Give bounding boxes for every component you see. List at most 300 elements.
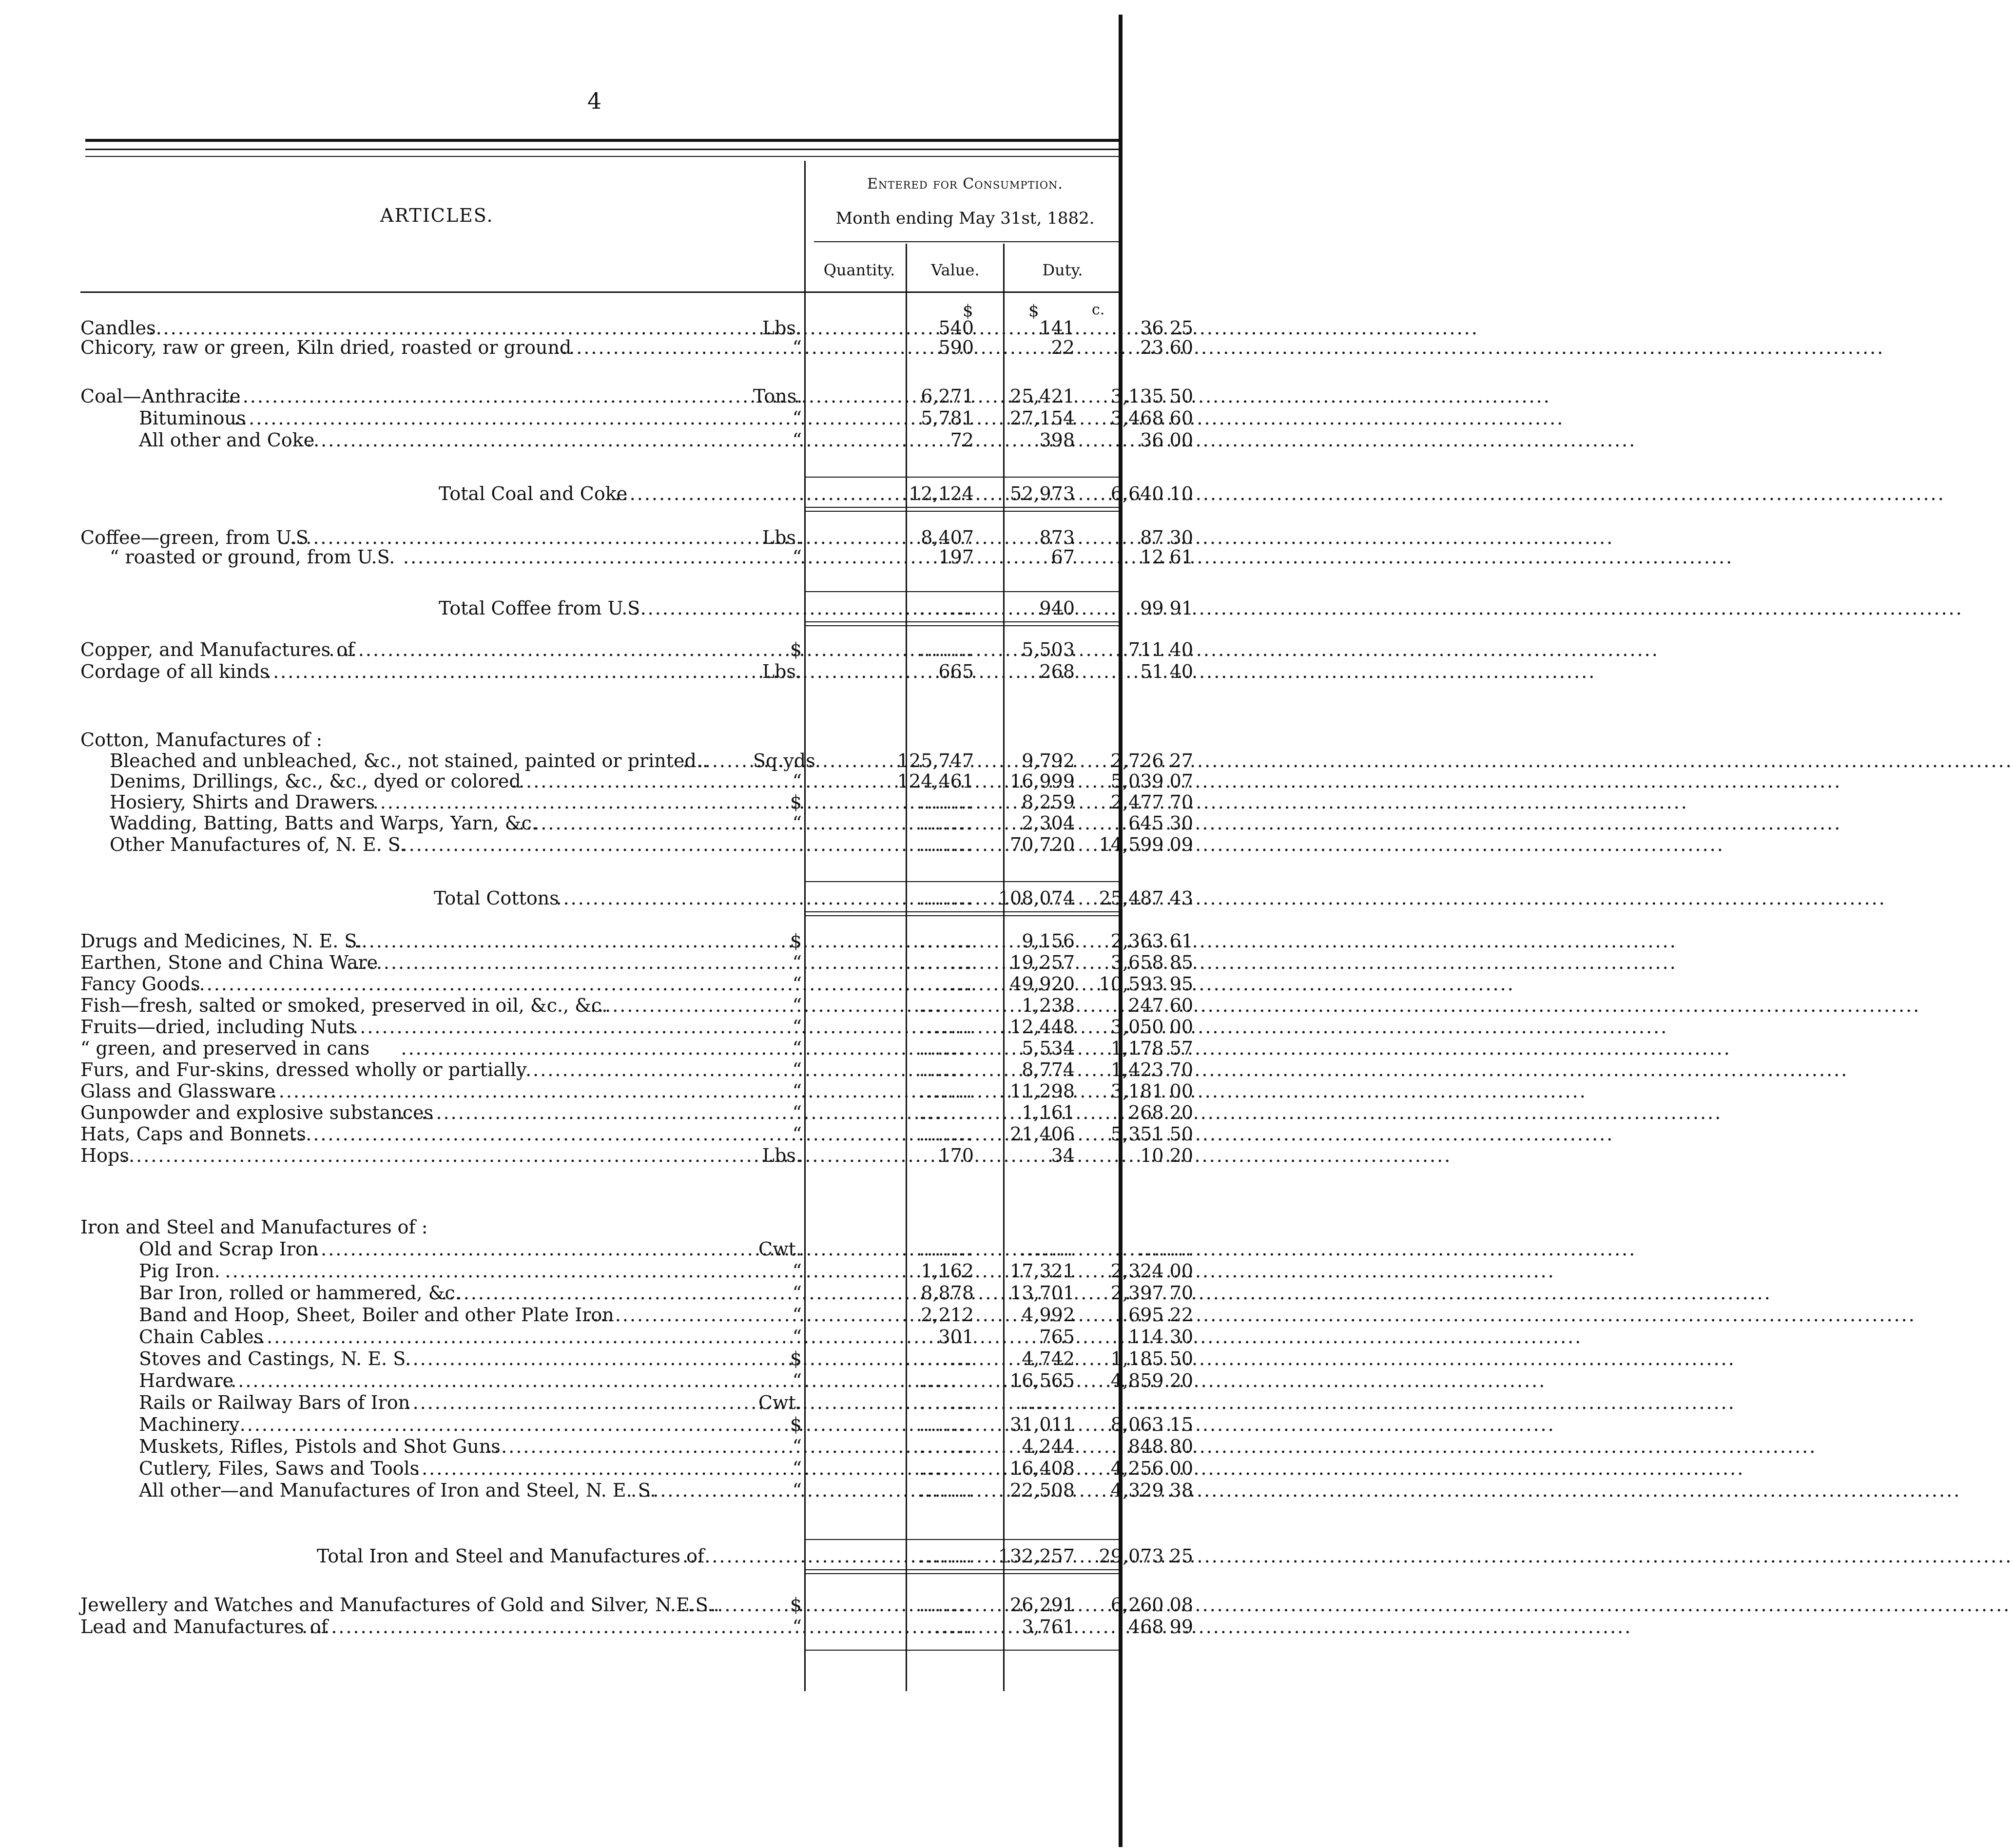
cell-value: 19,257	[1010, 952, 1075, 973]
cell-quantity: .......	[919, 1616, 974, 1637]
total-rule	[805, 507, 1120, 508]
table-row	[73, 1016, 1193, 1038]
row-label: Copper, and Manufactures of	[80, 639, 355, 660]
row-label: Fancy Goods	[80, 973, 200, 995]
row-label: Bar Iron, rolled or hammered, &c.	[139, 1282, 461, 1304]
leader-dots	[401, 1037, 803, 1059]
cell-value: 9,792	[1022, 750, 1075, 771]
row-label: Total Coffee from U.S	[439, 597, 640, 619]
cell-quantity: .......	[919, 812, 974, 834]
row-unit: $	[790, 1348, 802, 1369]
total-rule	[805, 511, 1120, 512]
cell-duty: 1,178 57	[1110, 1038, 1193, 1059]
table-row	[73, 833, 1193, 856]
table-row	[73, 791, 1193, 813]
cell-value: 940	[1039, 597, 1075, 619]
total-rule	[805, 911, 1120, 912]
row-unit: “	[792, 1102, 802, 1123]
row-label: Hardware	[139, 1370, 234, 1391]
cell-quantity: .......	[919, 1238, 974, 1260]
table-row	[73, 1238, 1193, 1260]
row-unit: “	[792, 1326, 802, 1348]
total-row	[73, 887, 1193, 909]
cell-value: 398	[1039, 429, 1075, 451]
cell-duty: 3,135 50	[1110, 385, 1193, 407]
cell-quantity: .......	[919, 1102, 974, 1123]
table-row	[73, 1304, 1193, 1326]
table-row	[73, 994, 1193, 1017]
row-label: Stoves and Castings, N. E. S.	[139, 1348, 411, 1369]
row-unit: “	[792, 770, 802, 792]
cell-duty: 25,487 43	[1099, 887, 1193, 909]
cell-quantity: .......	[919, 1436, 974, 1457]
row-unit: “	[792, 1458, 802, 1479]
leader-dots	[121, 1144, 776, 1167]
cell-value: 52,973	[1010, 483, 1075, 504]
leader-dots	[403, 546, 803, 568]
table-row	[73, 1616, 1193, 1638]
value-unit: $	[963, 301, 973, 321]
row-label: Cordage of all kinds	[80, 661, 270, 682]
leader-dots	[633, 597, 805, 619]
cell-duty: 114 30	[1128, 1326, 1193, 1348]
cell-duty: 23 60	[1140, 337, 1193, 358]
row-label: Fish—fresh, salted or smoked, preserved in oil, &c., &c.	[80, 995, 608, 1016]
table-row	[73, 1326, 1193, 1348]
cell-value: 2,304	[1022, 812, 1075, 834]
row-unit: Sq.yds	[753, 750, 815, 771]
leader-dots	[221, 385, 768, 407]
cell-duty: .......	[1138, 1392, 1193, 1413]
table-row	[73, 1435, 1193, 1458]
cell-duty: 5,351 50	[1110, 1123, 1193, 1145]
cell-duty: 4,329 38	[1110, 1480, 1193, 1501]
total-row	[73, 482, 1193, 505]
cell-duty: 99 91	[1140, 597, 1193, 619]
leader-dots	[329, 638, 803, 661]
cell-quantity: .......	[919, 791, 974, 813]
row-label: Coffee—green, from U.S	[80, 527, 309, 548]
top-rule-thin-2	[85, 156, 1119, 157]
table-row	[73, 1059, 1193, 1081]
cell-duty: 3,468 60	[1110, 407, 1193, 429]
cell-value: .......	[1020, 1392, 1075, 1413]
cell-duty: 268 20	[1128, 1102, 1193, 1123]
cell-quantity: .......	[919, 1480, 974, 1501]
row-label: Hosiery, Shirts and Drawers	[110, 791, 375, 813]
cell-duty: 468 99	[1128, 1616, 1193, 1637]
cell-quantity: .......	[919, 952, 974, 973]
cell-quantity: 72	[950, 429, 974, 451]
total-rule	[805, 1573, 1120, 1574]
cell-duty: 695 22	[1128, 1304, 1193, 1326]
cell-duty: 3,658 85	[1110, 952, 1193, 973]
row-label: “ green, and preserved in cans	[80, 1038, 370, 1059]
total-row	[73, 1545, 1193, 1567]
cell-duty: 4,859 20	[1110, 1370, 1193, 1391]
cell-duty: 12 61	[1140, 546, 1193, 568]
leader-dots	[252, 1326, 803, 1348]
cell-duty: .......	[1138, 1238, 1193, 1260]
cell-value: 16,408	[1010, 1458, 1075, 1479]
row-label: Hats, Caps and Bonnets	[80, 1123, 306, 1145]
cell-value: 67	[1051, 546, 1075, 568]
cell-quantity: .......	[919, 973, 974, 995]
cell-quantity: .......	[919, 1038, 974, 1059]
leader-dots	[682, 1545, 804, 1567]
table-row	[73, 407, 1193, 429]
leader-dots	[338, 1016, 803, 1038]
top-rule	[85, 139, 1119, 142]
cell-value: 4,244	[1022, 1436, 1075, 1457]
cell-value: 9,156	[1022, 930, 1075, 952]
cell-duty: 2,477 70	[1110, 791, 1193, 813]
cell-value: 12,448	[1010, 1016, 1075, 1038]
row-unit: “	[792, 1123, 802, 1145]
section-heading-row	[73, 729, 1121, 751]
cell-quantity: .......	[919, 834, 974, 855]
table-row	[73, 770, 1193, 792]
total-rule	[805, 1539, 1120, 1540]
row-label: Coal—Anthracite	[80, 385, 241, 407]
cell-quantity: .......	[919, 1016, 974, 1038]
row-label: “ roasted or ground, from U.S.	[110, 546, 395, 568]
cell-value: 5,534	[1022, 1038, 1075, 1059]
cell-duty: 51 40	[1140, 661, 1193, 682]
row-label: Bituminous	[139, 407, 246, 429]
table-row	[73, 1413, 1193, 1436]
cell-duty: 6,640 10	[1110, 483, 1193, 504]
duty-unit-cents: c.	[1092, 301, 1105, 318]
table-row	[73, 1479, 1193, 1502]
row-label: Cotton, Manufactures of :	[80, 729, 323, 751]
cell-quantity: 2,212	[921, 1304, 974, 1326]
table-row	[73, 336, 1193, 359]
cell-duty: 1,185 50	[1110, 1348, 1193, 1369]
table-row	[73, 429, 1193, 451]
cell-duty: 2,726 27	[1110, 750, 1193, 771]
table-row	[73, 1037, 1193, 1059]
cell-quantity: 8,407	[921, 527, 974, 548]
row-label: Total Cottons	[434, 887, 559, 909]
row-label: Other Manufactures of, N. E. S.	[110, 834, 406, 855]
cell-quantity: .......	[919, 1123, 974, 1145]
cell-value: 132,257	[998, 1545, 1075, 1567]
table-row	[73, 1282, 1193, 1304]
entered-heading: Entered for Consumption.	[867, 175, 1063, 192]
leader-dots	[347, 951, 803, 974]
row-unit: Cwt.	[758, 1392, 802, 1413]
row-unit: $	[790, 791, 802, 813]
cell-duty: 848 80	[1128, 1436, 1193, 1457]
section-heading-row	[73, 1216, 1121, 1238]
row-label: Muskets, Rifles, Pistols and Shot Guns	[139, 1436, 501, 1457]
cell-quantity: 590	[938, 337, 974, 358]
header-bottom-rule	[80, 291, 1119, 293]
cell-quantity: .......	[919, 995, 974, 1016]
col-duty: Duty.	[1042, 261, 1083, 279]
row-unit: “	[792, 1059, 802, 1080]
leader-dots	[394, 833, 805, 856]
table-row	[73, 546, 1193, 568]
row-unit: $	[790, 1594, 802, 1616]
leader-dots	[683, 750, 759, 772]
total-rule	[805, 477, 1120, 478]
total-rule	[805, 621, 1120, 622]
table-row	[73, 1080, 1193, 1102]
cell-duty: 2,363 61	[1110, 930, 1193, 952]
header-mid-rule	[814, 241, 1119, 242]
row-label: Furs, and Fur-skins, dressed wholly or partially	[80, 1059, 527, 1080]
leader-dots	[306, 1238, 776, 1260]
row-unit: Lbs.	[762, 317, 802, 339]
table-row	[73, 951, 1193, 974]
row-unit: “	[792, 546, 802, 568]
table-row	[73, 1101, 1193, 1124]
cell-value: 34	[1051, 1145, 1075, 1166]
cell-duty: 87 30	[1140, 527, 1193, 548]
cell-value: .......	[1020, 1238, 1075, 1260]
col-value: Value.	[931, 261, 980, 279]
row-unit: “	[792, 1436, 802, 1457]
cell-duty: 5,039 07	[1110, 770, 1193, 792]
row-label: Denims, Drillings, &c., &c., dyed or colored	[110, 770, 521, 792]
leader-dots	[556, 887, 805, 909]
cell-duty: 3,050 00	[1110, 1016, 1193, 1038]
cell-value: 765	[1039, 1326, 1075, 1348]
cell-value: 141	[1039, 317, 1075, 339]
cell-value: 1,238	[1022, 995, 1075, 1016]
row-unit: “	[792, 1260, 802, 1282]
cell-value: 17,321	[1010, 1260, 1075, 1282]
page-number: 4	[587, 88, 602, 114]
cell-quantity: .......	[919, 1414, 974, 1435]
row-label: Iron and Steel and Manufactures of :	[80, 1216, 428, 1238]
row-label: Total Iron and Steel and Manufactures of	[317, 1545, 705, 1567]
table-row	[73, 973, 1193, 995]
row-unit: $	[790, 1414, 802, 1435]
cell-value: 8,259	[1022, 791, 1075, 813]
row-label: Bleached and unbleached, &c., not stained, painted or printed..	[110, 750, 709, 771]
cell-quantity: 124,461	[897, 770, 974, 792]
leader-dots	[358, 791, 803, 813]
cell-quantity: 12,124	[909, 483, 974, 504]
cell-quantity: .......	[919, 1059, 974, 1080]
total-rule	[805, 1569, 1120, 1570]
cell-duty: 36 00	[1140, 429, 1193, 451]
row-unit: “	[792, 952, 802, 973]
bottom-rule	[805, 1650, 1120, 1651]
row-label: Old and Scrap Iron	[139, 1238, 319, 1260]
cell-value: 5,503	[1022, 639, 1075, 660]
table-row	[73, 660, 1193, 683]
table-row	[73, 1144, 1193, 1167]
row-label: Earthen, Stone and China Ware	[80, 952, 378, 973]
cell-quantity: 6,271	[921, 385, 974, 407]
leader-dots	[266, 660, 776, 683]
row-unit: “	[792, 995, 802, 1016]
leader-dots	[414, 1457, 803, 1480]
row-unit: “	[792, 1616, 802, 1637]
leader-dots	[216, 1369, 803, 1392]
cell-duty: 29,073 25	[1099, 1545, 1193, 1567]
leader-dots	[347, 930, 803, 952]
row-unit: “	[792, 337, 802, 358]
cell-value: 21,406	[1010, 1123, 1075, 1145]
leader-dots	[185, 973, 803, 995]
row-label: Fruits—dried, including Nuts	[80, 1016, 355, 1038]
cell-quantity: .......	[919, 639, 974, 660]
table-row	[73, 1391, 1193, 1414]
cell-duty: 1,423 70	[1110, 1059, 1193, 1080]
table-row	[73, 1594, 1193, 1616]
row-unit: “	[792, 1080, 802, 1102]
leader-dots	[406, 1348, 803, 1370]
cell-value: 22,508	[1010, 1480, 1075, 1501]
cell-value: 22	[1051, 337, 1075, 358]
cell-value: 70,720	[1010, 834, 1075, 855]
table-row	[73, 750, 1193, 772]
cell-value: 49,920	[1010, 973, 1075, 995]
articles-heading: ARTICLES.	[380, 205, 494, 226]
row-label: Candles	[80, 317, 156, 339]
cell-quantity: .......	[919, 597, 974, 619]
leader-dots	[234, 407, 803, 429]
cell-value: 26,291	[1010, 1594, 1075, 1616]
table-row	[73, 930, 1193, 952]
cell-quantity: .......	[919, 1370, 974, 1391]
cell-quantity: 1,162	[921, 1260, 974, 1282]
row-unit: “	[792, 1016, 802, 1038]
leader-dots	[406, 1391, 777, 1414]
leader-dots	[257, 1080, 803, 1102]
cell-value: 108,074	[998, 887, 1075, 909]
row-unit: “	[792, 429, 802, 451]
leader-dots	[225, 1260, 803, 1282]
row-unit: Lbs.	[762, 527, 802, 548]
month-heading: Month ending May 31st, 1882.	[835, 209, 1095, 228]
top-rule-thin	[85, 149, 1119, 150]
cell-quantity: 301	[938, 1326, 974, 1348]
cell-quantity: 125,747	[897, 750, 974, 771]
total-row	[73, 597, 1193, 619]
row-unit: “	[792, 1282, 802, 1304]
cell-duty: 711 40	[1128, 639, 1193, 660]
row-label: Jewellery and Watches and Manufactures of Gold and Silver, N.E.S..	[80, 1594, 719, 1616]
leader-dots	[442, 1282, 803, 1304]
cell-duty: 36 25	[1140, 317, 1193, 339]
leader-dots	[302, 1616, 803, 1638]
cell-value: 1,161	[1022, 1102, 1075, 1123]
row-label: Rails or Railway Bars of Iron	[139, 1392, 410, 1413]
table-row	[73, 1457, 1193, 1480]
row-label: Gunpowder and explosive substances	[80, 1102, 434, 1123]
cell-quantity: .......	[919, 930, 974, 952]
leader-dots	[392, 1101, 803, 1124]
row-label: Cutlery, Files, Saws and Tools	[139, 1458, 420, 1479]
leader-dots	[615, 482, 805, 505]
row-unit: Lbs.	[762, 1145, 802, 1166]
table-row	[73, 385, 1193, 407]
cell-value: 25,421	[1010, 385, 1075, 407]
total-rule	[805, 591, 1120, 592]
table-row	[73, 1369, 1193, 1392]
cell-duty: 247 60	[1128, 995, 1193, 1016]
table-row	[73, 812, 1193, 834]
table-row	[73, 638, 1193, 661]
cell-quantity: .......	[919, 1594, 974, 1616]
row-label: Glass and Glassware	[80, 1080, 275, 1102]
row-unit: “	[792, 973, 802, 995]
cell-quantity: 8,878	[921, 1282, 974, 1304]
cell-value: 3,761	[1022, 1616, 1075, 1637]
cell-duty: 6,260 08	[1110, 1594, 1193, 1616]
total-rule	[805, 915, 1120, 916]
row-label: Chain Cables	[139, 1326, 264, 1348]
row-unit: $	[790, 930, 802, 952]
row-label: All other—and Manufactures of Iron and Steel, N. E. S.	[139, 1480, 656, 1501]
cell-value: 13,701	[1010, 1282, 1075, 1304]
cell-value: 27,154	[1010, 407, 1075, 429]
cell-quantity: 665	[938, 661, 974, 682]
cell-duty: 10,593 95	[1099, 973, 1193, 995]
row-unit: “	[792, 1038, 802, 1059]
cell-duty: 3,181 00	[1110, 1080, 1193, 1102]
row-unit: Cwt.	[758, 1238, 802, 1260]
cell-quantity: .......	[919, 1392, 974, 1413]
cell-value: 873	[1039, 527, 1075, 548]
cell-value: 16,999	[1010, 770, 1075, 792]
row-unit: “	[792, 812, 802, 834]
row-label: Wadding, Batting, Batts and Warps, Yarn, &c.	[110, 812, 538, 834]
row-unit: “	[792, 1370, 802, 1391]
cell-value: 8,774	[1022, 1059, 1075, 1080]
cell-quantity: .......	[919, 1458, 974, 1479]
table-row	[73, 1260, 1193, 1282]
table-row	[73, 1348, 1193, 1370]
cell-quantity: 5,781	[921, 407, 974, 429]
cell-quantity: .......	[919, 1545, 974, 1567]
cell-quantity: .......	[919, 1080, 974, 1102]
cell-duty: 645 30	[1128, 812, 1193, 834]
row-unit: $	[790, 639, 802, 660]
cell-duty: 10 20	[1140, 1145, 1193, 1166]
row-label: Machinery	[139, 1414, 240, 1435]
row-label: Drugs and Medicines, N. E. S.	[80, 930, 363, 952]
cell-quantity: 540	[938, 317, 974, 339]
row-unit: “	[792, 1480, 802, 1501]
row-unit: “	[792, 1304, 802, 1326]
row-unit: Tons.	[753, 385, 803, 407]
leader-dots	[306, 429, 803, 451]
cell-value: 4,992	[1022, 1304, 1075, 1326]
cell-duty: 4,256 00	[1110, 1458, 1193, 1479]
row-label: Band and Hoop, Sheet, Boiler and other Plate Iron	[139, 1304, 614, 1326]
cell-duty: 2,324 00	[1110, 1260, 1193, 1282]
cell-value: 11,298	[1010, 1080, 1075, 1102]
cell-value: 4,742	[1022, 1348, 1075, 1369]
row-unit: “	[792, 407, 802, 429]
leader-dots	[284, 1123, 803, 1145]
row-label: Pig Iron.	[139, 1260, 220, 1282]
cell-value: 16,565	[1010, 1370, 1075, 1391]
leader-dots	[225, 1413, 803, 1436]
cell-duty: 8,063 15	[1110, 1414, 1193, 1435]
cell-quantity: 170	[938, 1145, 974, 1166]
cell-quantity: .......	[919, 887, 974, 909]
duty-unit-dollar: $	[1028, 301, 1039, 321]
cell-quantity: 197	[938, 546, 974, 568]
